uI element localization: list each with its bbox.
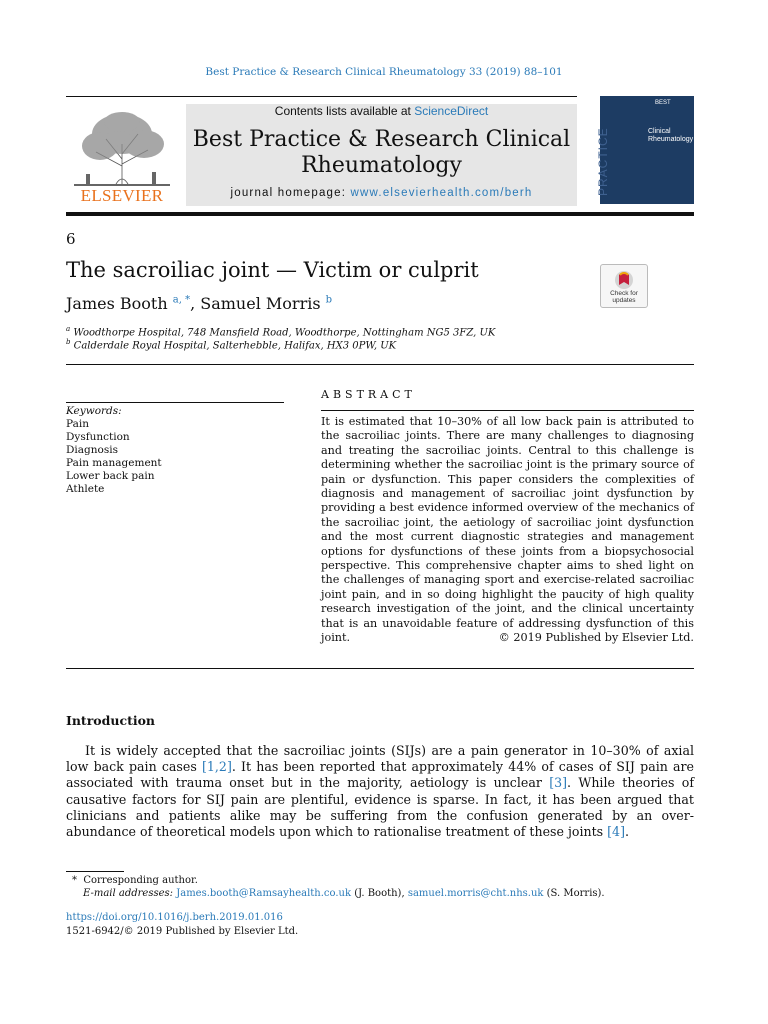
citation-link[interactable]: [1,2] [202, 759, 232, 775]
elsevier-wordmark: ELSEVIER [80, 186, 164, 205]
cover-practice: PRACTICE [596, 127, 610, 196]
keyword-item: Athlete [66, 483, 105, 495]
journal-title [186, 127, 577, 179]
aff-a-text: Woodthorpe Hospital, 748 Mansfield Road, Woodthorpe, Nottingham NG5 3FZ, UK [73, 327, 496, 339]
header-rule-thick [66, 212, 694, 216]
issn-copyright: 1521-6942/© 2019 Published by Elsevier Ltd. [66, 926, 299, 937]
journal-cover-image[interactable] [596, 96, 694, 204]
abstract-rule [321, 410, 694, 411]
journal-title-line1: Best Practice & Research Clinical [192, 127, 571, 152]
abstract-text: It is estimated that 10–30% of all low back pain is attributed to the sacroiliac joints. There are many challenges to diagnosing and treating the sacroiliac joints. Central to this challenge is determining whether the sacroiliac joint is the primary source of pain or dysfunction. This paper considers the complexities of diagnosis and management of sacroiliac joint dysfunction by providing a best evidence informed overview of the mechanics of the sacroiliac joint, the aetiology of sacroiliac joint dysfunction and the most current diagnostic strategies and management options for dysfunctions of these joints from a biopsychosocial perspective. This comprehensive chapter aims to shed light on the challenges of managing sport and exercise-related sacroiliac joint pain, and in so doing highlight the paucity of high quality research investigation of the joint, and the clinical uncertainty that is an unavoidable feature of addressing dysfunction of this joint. [321, 415, 694, 645]
email-link[interactable]: James.booth@Ramsayhealth.co.uk [176, 888, 352, 899]
introduction-paragraph: It is widely accepted that the sacroiliac joints (SIJs) are a pain generator in 10–30% of axial low back pain cases [1,2]. It has been reported that approximately 44% of cases of SIJ pain are associated with trauma onset but in the majority, aetiology is unclear [3]. While theories of causative factors for SIJ pain are plentiful, evidence is sparse. In fact, it has been argued that clinicians and patients alike may be suffering from the confusion generated by an over-abundance of theoretical models upon which to rationalise treatment of these joints [4]. [66, 743, 694, 840]
author-2: Samuel Morris [200, 294, 321, 313]
aff-b-mark: b [66, 338, 71, 346]
journal-title-line2: Rheumatology [301, 153, 462, 178]
contents-line [186, 104, 577, 118]
keyword-item: Diagnosis [66, 444, 118, 456]
email-addresses-note: E-mail addresses: James.booth@Ramsayhealth.co.uk (J. Booth), samuel.morris@cht.nhs.uk (S. Morris). [83, 888, 605, 899]
header-rule-top [66, 96, 577, 97]
author-1-affiliation-mark[interactable]: a, * [172, 294, 191, 306]
homepage-prefix: journal homepage: [230, 187, 351, 199]
affiliation-a [66, 325, 495, 338]
authors-line: James Booth $^{a, *}$, Samuel Morris $^b$ [66, 294, 333, 313]
email-link[interactable]: samuel.morris@cht.nhs.uk [407, 888, 544, 899]
aff-b-text: Calderdale Royal Hospital, Salterhebble, Halifax, HX3 0PW, UK [73, 340, 397, 352]
journal-reference[interactable]: Best Practice & Research Clinical Rheumatology 33 (2019) 88–101 [205, 66, 563, 78]
affiliation-b [66, 338, 396, 351]
journal-homepage [186, 187, 577, 199]
abstract-heading: ABSTRACT [321, 388, 416, 401]
keyword-item: Dysfunction [66, 431, 130, 443]
check-for-updates-label: Check for updates [610, 290, 638, 304]
citation-link[interactable]: [4] [607, 824, 625, 840]
check-for-updates-badge[interactable] [600, 264, 648, 308]
keywords-heading: Keywords: [66, 405, 122, 417]
corresponding-author-note: * Corresponding author. [72, 875, 198, 886]
keywords-list [66, 418, 162, 496]
doi-link[interactable]: https://doi.org/10.1016/j.berh.2019.01.016 [66, 912, 283, 923]
keyword-item: Pain management [66, 457, 162, 469]
cover-title: Clinical Rheumatology [648, 128, 694, 143]
aff-a-mark: a [66, 325, 71, 333]
homepage-link[interactable]: www.elsevierhealth.com/berh [350, 187, 533, 199]
contents-prefix: Contents lists available at [274, 104, 415, 118]
keywords-rule [66, 402, 284, 403]
abstract-bottom-rule [66, 668, 694, 669]
introduction-heading: Introduction [66, 713, 156, 728]
author-2-affiliation-mark[interactable]: b [325, 294, 333, 306]
article-title: The sacroiliac joint — Victim or culprit [66, 258, 479, 282]
footnote-rule [66, 871, 124, 872]
citation-link[interactable]: [3] [549, 775, 568, 791]
abstract-copyright: © 2019 Published by Elsevier Ltd. [498, 631, 694, 644]
author-1: James Booth [66, 294, 168, 313]
article-info-rule [66, 364, 694, 365]
chapter-number: 6 [66, 230, 76, 248]
sciencedirect-link[interactable]: ScienceDirect [414, 104, 489, 118]
keyword-item: Lower back pain [66, 470, 155, 482]
keyword-item: Pain [66, 418, 89, 430]
cover-best: BEST [655, 100, 671, 106]
